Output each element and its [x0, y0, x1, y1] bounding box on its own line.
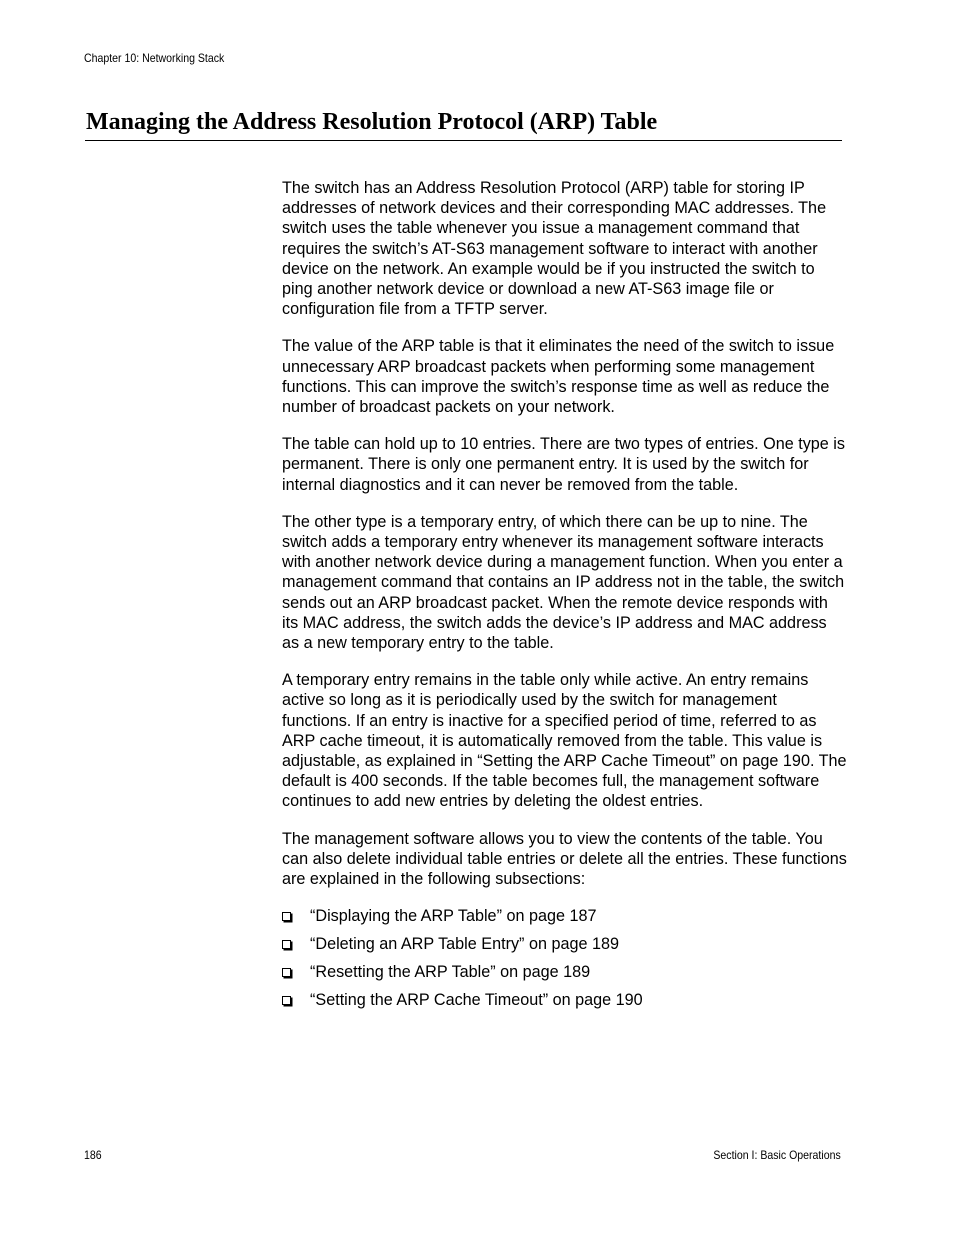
- paragraph: The value of the ARP table is that it eliminates the need of the switch to issue unnecessary ARP broadcast packets when performing some management functions. This can improve the switch’s response time as well as reduce the number of broadcast packets on your network.: [282, 337, 835, 417]
- running-header: Chapter 10: Networking Stack: [84, 51, 225, 65]
- body-text: [282, 178, 848, 1018]
- checkbox-bullet-icon: [282, 996, 291, 1005]
- subsection-list: [282, 906, 848, 1010]
- checkbox-bullet-icon: [282, 912, 291, 921]
- footer-section-name: Section I: Basic Operations: [713, 1148, 841, 1162]
- paragraph: The table can hold up to 10 entries. There are two types of entries. One type is permanent. There is only one permanent entry. It is used by the switch for internal diagnostics and it can never be removed from the table.: [282, 435, 845, 494]
- list-item[interactable]: [282, 934, 848, 954]
- paragraph: A temporary entry remains in the table only while active. An entry remains active so long as it is periodically used by the switch for management functions. If an entry is inactive for a specified period of time, referred to as ARP cache timeout, it is automatically removed from the table. This value is adjustable, as explained in “Setting the ARP Cache Timeout” on page 190. The default is 400 seconds. If the table becomes full, the management software continues to add new entries by deleting the oldest entries.: [282, 671, 847, 811]
- list-item-link[interactable]: “Deleting an ARP Table Entry” on page 189: [310, 935, 619, 954]
- page-title: Managing the Address Resolution Protocol (ARP) Table: [86, 109, 658, 135]
- paragraph: The switch has an Address Resolution Protocol (ARP) table for storing IP addresses of network devices and their corresponding MAC addresses. The switch uses the table whenever you issue a management command that requires the switch’s AT-S63 management software to interact with another device on the network. An example would be if you instructed the switch to ping another network device or download a new AT-S63 image file or configuration file from a TFTP server.: [282, 179, 827, 319]
- page-number: 186: [84, 1148, 102, 1162]
- list-item-link[interactable]: “Resetting the ARP Table” on page 189: [310, 963, 591, 982]
- title-rule: [85, 140, 842, 141]
- list-item[interactable]: [282, 962, 848, 982]
- checkbox-bullet-icon: [282, 968, 291, 977]
- list-item[interactable]: [282, 906, 848, 926]
- list-item-link[interactable]: “Displaying the ARP Table” on page 187: [310, 907, 597, 926]
- list-item[interactable]: [282, 990, 848, 1010]
- list-item-link[interactable]: “Setting the ARP Cache Timeout” on page 190: [310, 991, 643, 1010]
- checkbox-bullet-icon: [282, 940, 291, 949]
- paragraph: The other type is a temporary entry, of which there can be up to nine. The switch adds a temporary entry whenever its management software interacts with another network device during a management function. When you enter a management command that contains an IP address not in the table, the switch sends out an ARP broadcast packet. When the remote device responds with its MAC address, the switch adds the device’s IP address and MAC address as a new temporary entry to the table.: [282, 512, 845, 653]
- paragraph: The management software allows you to view the contents of the table. You can also delete individual table entries or delete all the entries. These functions are explained in the following subsections:: [282, 829, 847, 889]
